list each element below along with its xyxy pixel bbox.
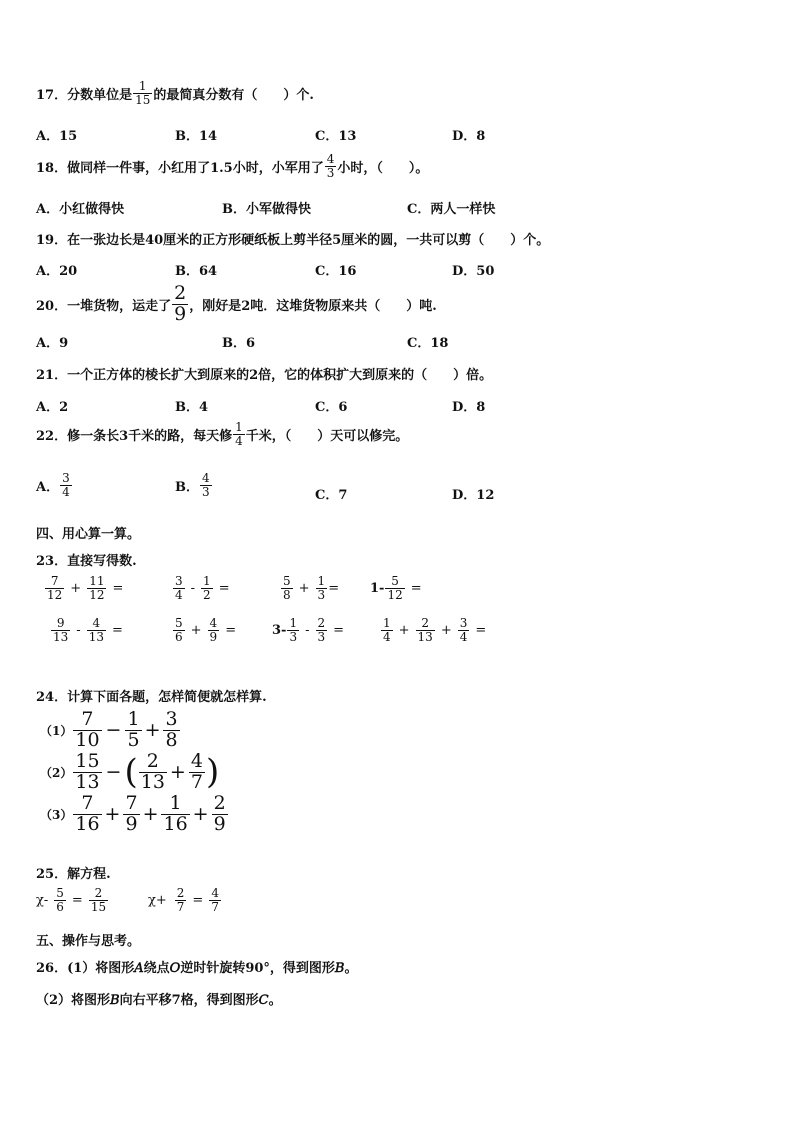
q21-stem: 21．一个正方体的棱长扩大到原来的2倍，它的体积扩大到原来的（ ）倍。 <box>36 368 493 383</box>
q23-expr-1: $\frac{7}{12}$ + $\frac{11}{12}$ = <box>47 574 124 602</box>
fraction: $\frac{2}{9}$ <box>174 282 187 325</box>
fraction: $\frac{1}{15}$ <box>135 79 151 107</box>
q24-title: 24．计算下面各题，怎样简便就怎样算. <box>36 690 267 705</box>
q18-option-b[interactable]: B．小军做得快 <box>222 202 311 217</box>
q22-option-c[interactable]: C．7 <box>315 488 348 503</box>
q21-option-b[interactable]: B．4 <box>175 400 209 415</box>
q21-option-d[interactable]: D．8 <box>452 400 486 415</box>
q18-option-a[interactable]: A．小红做得快 <box>36 202 125 217</box>
section-5-heading: 五、操作与思考。 <box>36 934 141 949</box>
q24-item-2: （2） $\frac{15}{13}$ − ( $\frac{2}{13}$ + $\frac{4}{7}$ ) <box>40 750 220 793</box>
q17-option-a[interactable]: A．15 <box>36 129 78 144</box>
q23-expr-6: $\frac{5}{6}$ + $\frac{4}{9}$ = <box>175 616 237 644</box>
q23-expr-4: 1- $\frac{5}{12}$ = <box>370 574 422 602</box>
q19-option-c[interactable]: C．16 <box>315 264 357 279</box>
q26-line-1: 26．(1）将图形𝐴绕点𝑂逆时针旋转90°，得到图形𝐵。 <box>36 961 358 976</box>
q22-option-b[interactable]: B． $\frac{4}{3}$ <box>175 471 210 499</box>
fraction: $\frac{1}{4}$ <box>235 420 243 448</box>
q23-expr-2: $\frac{3}{4}$ - $\frac{1}{2}$ = <box>175 574 230 602</box>
q19-option-a[interactable]: A．20 <box>36 264 78 279</box>
q24-item-3: （3） $\frac{7}{16}$ + $\frac{7}{9}$ + $\frac{1}{16}$ + $\frac{2}{9}$ <box>40 792 226 835</box>
q20-stem: 20． 一堆货物，运走了 $\frac{2}{9}$ ，刚好是2吨．这堆货物原来共（ ）吨. <box>36 282 437 325</box>
q21-option-c[interactable]: C．6 <box>315 400 348 415</box>
q24-item-1: （1） $\frac{7}{10}$ − $\frac{1}{5}$ + $\frac{3}{8}$ <box>40 708 178 751</box>
q23-title: 23．直接写得数. <box>36 554 137 569</box>
q23-expr-3: $\frac{5}{8}$ + $\frac{1}{3}$ = <box>283 574 340 602</box>
q19-option-d[interactable]: D．50 <box>452 264 495 279</box>
fraction: $\frac{4}{3}$ <box>326 152 335 180</box>
q17-option-b[interactable]: B．14 <box>175 129 218 144</box>
q22-option-d[interactable]: D．12 <box>452 488 495 503</box>
q20-option-b[interactable]: B．6 <box>222 336 256 351</box>
q19-option-b[interactable]: B．64 <box>175 264 218 279</box>
q20-option-a[interactable]: A．9 <box>36 336 69 351</box>
q20-option-c[interactable]: C．18 <box>407 336 449 351</box>
q25-equation-2: χ+ $\frac{2}{7}$ = $\frac{4}{7}$ <box>148 886 219 914</box>
q17-option-c[interactable]: C．13 <box>315 129 357 144</box>
q25-equation-1: χ- $\frac{5}{6}$ = $\frac{2}{15}$ <box>36 886 107 914</box>
q22-option-a[interactable]: A． $\frac{3}{4}$ <box>36 471 70 499</box>
q26-line-2: （2）将图形𝐵向右平移7格，得到图形𝐶。 <box>36 993 282 1008</box>
q23-expr-8: $\frac{1}{4}$ + $\frac{2}{13}$ + $\frac{3}{4}$ = <box>383 616 487 644</box>
q25-title: 25．解方程. <box>36 867 111 882</box>
q21-option-a[interactable]: A．2 <box>36 400 69 415</box>
q23-expr-7: 3- $\frac{1}{3}$ - $\frac{2}{3}$ = <box>272 616 345 644</box>
q23-expr-5: $\frac{9}{13}$ - $\frac{4}{13}$ = <box>53 616 123 644</box>
q18-option-c[interactable]: C．两人一样快 <box>407 202 496 217</box>
q22-stem: 22． 修一条长3千米的路，每天修 $\frac{1}{4}$ 千米，（ ）天可以修完。 <box>36 420 409 448</box>
q18-stem: 18． 做同样一件事，小红用了1.5小时，小军用了 $\frac{4}{3}$ 小时，（ ）。 <box>36 152 429 180</box>
q19-stem: 19．在一张边长是40厘米的正方形硬纸板上剪半径5厘米的圆，一共可以剪（ ）个。 <box>36 233 550 248</box>
q17-stem: 17． 分数单位是 $\frac{1}{15}$ 的最简真分数有（ ）个. <box>36 79 314 107</box>
section-4-heading: 四、用心算一算。 <box>36 527 141 542</box>
q17-option-d[interactable]: D．8 <box>452 129 486 144</box>
